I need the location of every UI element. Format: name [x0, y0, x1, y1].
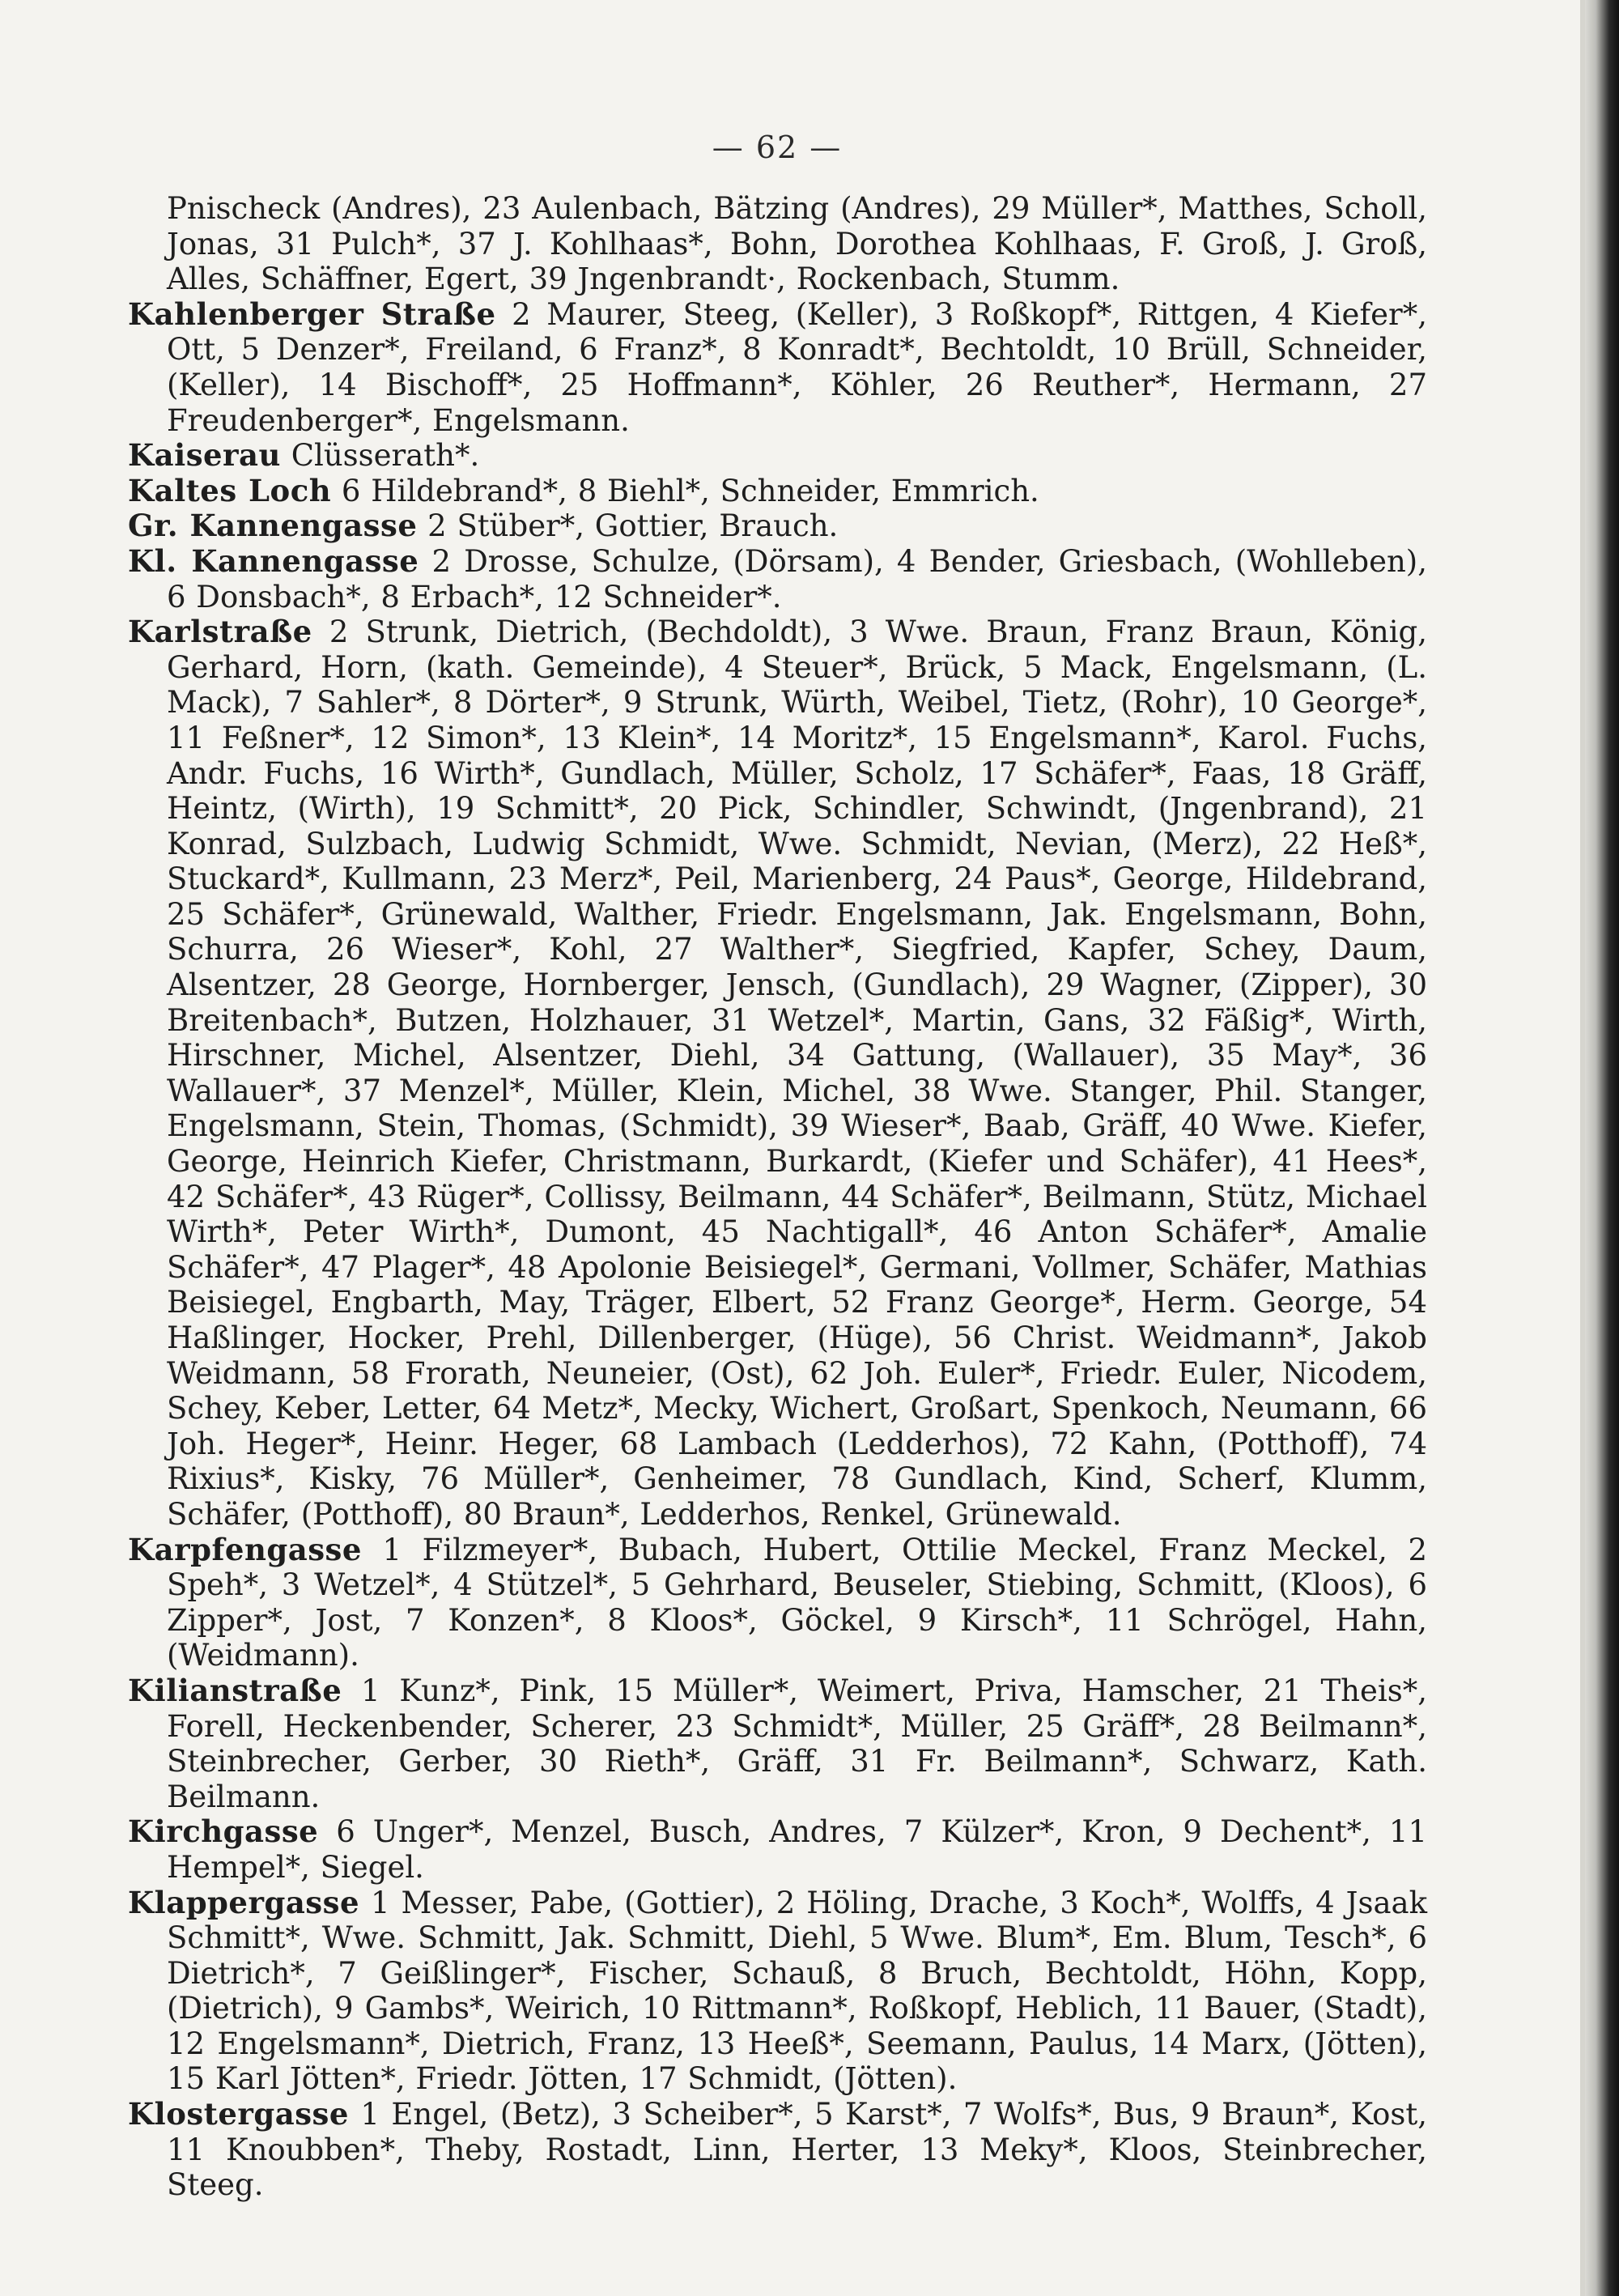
directory-entry — [128, 191, 1427, 297]
entry-text: Clüsserath*. — [291, 438, 480, 474]
street-name: Kaltes Loch — [128, 472, 332, 508]
directory-entry — [128, 1673, 1427, 1814]
street-name: Karpfengasse — [128, 1531, 362, 1567]
entry-text: 2 Stüber*, Gottier, Brauch. — [427, 508, 839, 544]
page-number: — 62 — — [712, 130, 843, 165]
directory-entry — [128, 544, 1427, 614]
street-name: Kl. Kannengasse — [128, 542, 419, 579]
entry-text: 1 Messer, Pabe, (Gottier), 2 Höling, Drache, 3 Koch*, Wolffs, 4 Jsaak Schmitt*, Wwe. Schmitt, Jak. Schmitt, Diehl, 5 Wwe. Blum*, Em. Blum, Tesch*, 6 Dietrich*, 7 Geißlinger*, Fischer, Schauß, 8 Bruch, Bechtoldt, Höhn, Kopp, (Dietrich), 9 Gambs*, Weirich, 10 Rittmann*, Roßkopf, Heblich, 11 Bauer, (Stadt), 12 Engelsmann*, Dietrich, Franz, 13 Heeß*, Seemann, Paulus, 14 Marx, (Jötten), 15 Karl Jötten*, Friedr. Jötten, 17 Schmidt, (Jötten). — [167, 1885, 1427, 2097]
entry-text: 1 Kunz*, Pink, 15 Müller*, Weimert, Priva, Hamscher, 21 Theis*, Forell, Heckenbender, Scherer, 23 Schmidt*, Müller, 25 Gräff*, 28 Beilmann*, Steinbrecher, Gerber, 30 Rieth*, Gräff, 31 Fr. Beilmann*, Schwarz, Kath. Beilmann. — [167, 1673, 1427, 1814]
directory-entry — [128, 1886, 1427, 2098]
entry-text: Pnischeck (Andres), 23 Aulenbach, Bätzing (Andres), 29 Müller*, Matthes, Scholl, Jonas, 31 Pulch*, 37 J. Kohlhaas*, Bohn, Dorothea Kohlhaas, F. Groß, J. Groß, Alles, Schäffner, Egert, 39 Jngenbrandt·, Rockenbach, Stumm. — [167, 191, 1427, 297]
directory-entry — [128, 297, 1427, 438]
entry-text: 1 Filzmeyer*, Bubach, Hubert, Ottilie Meckel, Franz Meckel, 2 Speh*, 3 Wetzel*, 4 Stützel*, 5 Gehrhard, Beuseler, Stiebing, Schmitt, (Kloos), 6 Zipper*, Jost, 7 Konzen*, 8 Kloos*, Göckel, 9 Kirsch*, 11 Schrögel, Hahn, (Weidmann). — [167, 1532, 1427, 1673]
directory-entry — [128, 438, 1427, 474]
directory-entry — [128, 474, 1427, 509]
entry-text: 2 Strunk, Dietrich, (Bechdoldt), 3 Wwe. Braun, Franz Braun, König, Gerhard, Horn, (kath. Gemeinde), 4 Steuer*, Brück, 5 Mack, Engelsmann, (L. Mack), 7 Sahler*, 8 Dörter*, 9 Strunk, Würth, Weibel, Tietz, (Rohr), 10 George*, 11 Feßner*, 12 Simon*, 13 Klein*, 14 Moritz*, 15 Engelsmann*, Karol. Fuchs, Andr. Fuchs, 16 Wirth*, Gundlach, Müller, Scholz, 17 Schäfer*, Faas, 18 Gräff, Heintz, (Wirth), 19 Schmitt*, 20 Pick, Schindler, Schwindt, (Jngenbrand), 21 Konrad, Sulzbach, Ludwig Schmidt, Wwe. Schmidt, Nevian, (Merz), 22 Heß*, Stuckard*, Kullmann, 23 Merz*, Peil, Marienberg, 24 Paus*, George, Hildebrand, 25 Schäfer*, Grünewald, Walther, Friedr. Engelsmann, Jak. Engelsmann, Bohn, Schurra, 26 Wieser*, Kohl, 27 Walther*, Siegfried, Kapfer, Schey, Daum, Alsentzer, 28 George, Hornberger, Jensch, (Gundlach), 29 Wagner, (Zipper), 30 Breitenbach*, Butzen, Holzhauer, 31 Wetzel*, Martin, Gans, 32 Fäßig*, Wirth, Hirschner, Michel, Alsentzer, Diehl, 34 Gattung, (Wallauer), 35 May*, 36 Wallauer*, 37 Menzel*, Müller, Klein, Michel, 38 Wwe. Stanger, Phil. Stanger, Engelsmann, Stein, Thomas, (Schmidt), 39 Wieser*, Baab, Gräff, 40 Wwe. Kiefer, George, Heinrich Kiefer, Christmann, Burkardt, (Kiefer und Schäfer), 41 Hees*, 42 Schäfer*, 43 Rüger*, Collissy, Beilmann, 44 Schäfer*, Beilmann, Stütz, Michael Wirth*, Peter Wirth*, Dumont, 45 Nachtigall*, 46 Anton Schäfer*, Amalie Schäfer*, 47 Plager*, 48 Apolonie Beisiegel*, Germani, Vollmer, Schäfer, Mathias Beisiegel, Engbarth, May, Träger, Elbert, 52 Franz George*, Herm. George, 54 Haßlinger, Hocker, Prehl, Dillenberger, (Hüge), 56 Christ. Weidmann*, Jakob Weidmann, 58 Frorath, Neuneier, (Ost), 62 Joh. Euler*, Friedr. Euler, Nicodem, Schey, Keber, Letter, 64 Metz*, Mecky, Wichert, Großart, Spenkoch, Neumann, 66 Joh. Heger*, Heinr. Heger, 68 Lambach (Ledderhos), 72 Kahn, (Potthoff), 74 Rixius*, Kisky, 76 Müller*, Genheimer, 78 Gundlach, Kind, Scherf, Klumm, Schäfer, (Potthoff), 80 Braun*, Ledderhos, Renkel, Grünewald. — [167, 614, 1427, 1532]
entry-text: 2 Drosse, Schulze, (Dörsam), 4 Bender, Griesbach, (Wohlleben), 6 Donsbach*, 8 Erbach*, 12 Schneider*. — [167, 543, 1428, 614]
directory-entry — [128, 1533, 1427, 1673]
entry-text: 6 Hildebrand*, 8 Biehl*, Schneider, Emmrich. — [341, 473, 1039, 508]
book-gutter-edge — [1580, 0, 1619, 2296]
street-name: Kilianstraße — [128, 1672, 342, 1708]
street-name: Kirchgasse — [128, 1813, 319, 1850]
directory-entry — [128, 508, 1427, 544]
street-name: Karlstraße — [128, 614, 312, 650]
directory-entry — [128, 614, 1427, 1532]
directory-entry — [128, 1814, 1427, 1885]
street-name: Klostergasse — [128, 2096, 349, 2132]
street-name: Kaiserau — [128, 437, 281, 474]
street-name: Klappergasse — [128, 1884, 360, 1920]
directory-entry — [128, 2097, 1427, 2203]
street-name: Kahlenberger Straße — [128, 296, 496, 332]
entry-text: 1 Engel, (Betz), 3 Scheiber*, 5 Karst*, 7 Wolfs*, Bus, 9 Braun*, Kost, 11 Knoubben*, Theby, Rostadt, Linn, Herter, 13 Meky*, Kloos, Steinbrecher, Steeg. — [167, 2097, 1427, 2203]
directory-text — [128, 191, 1427, 2203]
entry-text: 6 Unger*, Menzel, Busch, Andres, 7 Külzer*, Kron, 9 Dechent*, 11 Hempel*, Siegel. — [167, 1814, 1427, 1885]
entry-text: 2 Maurer, Steeg, (Keller), 3 Roßkopf*, Rittgen, 4 Kiefer*, Ott, 5 Denzer*, Freiland, 6 Franz*, 8 Konradt*, Bechtoldt, 10 Brüll, Schneider, (Keller), 14 Bischoff*, 25 Hoffmann*, Köhler, 26 Reuther*, Hermann, 27 Freudenberger*, Engelsmann. — [167, 296, 1427, 438]
street-name: Gr. Kannengasse — [128, 508, 418, 544]
